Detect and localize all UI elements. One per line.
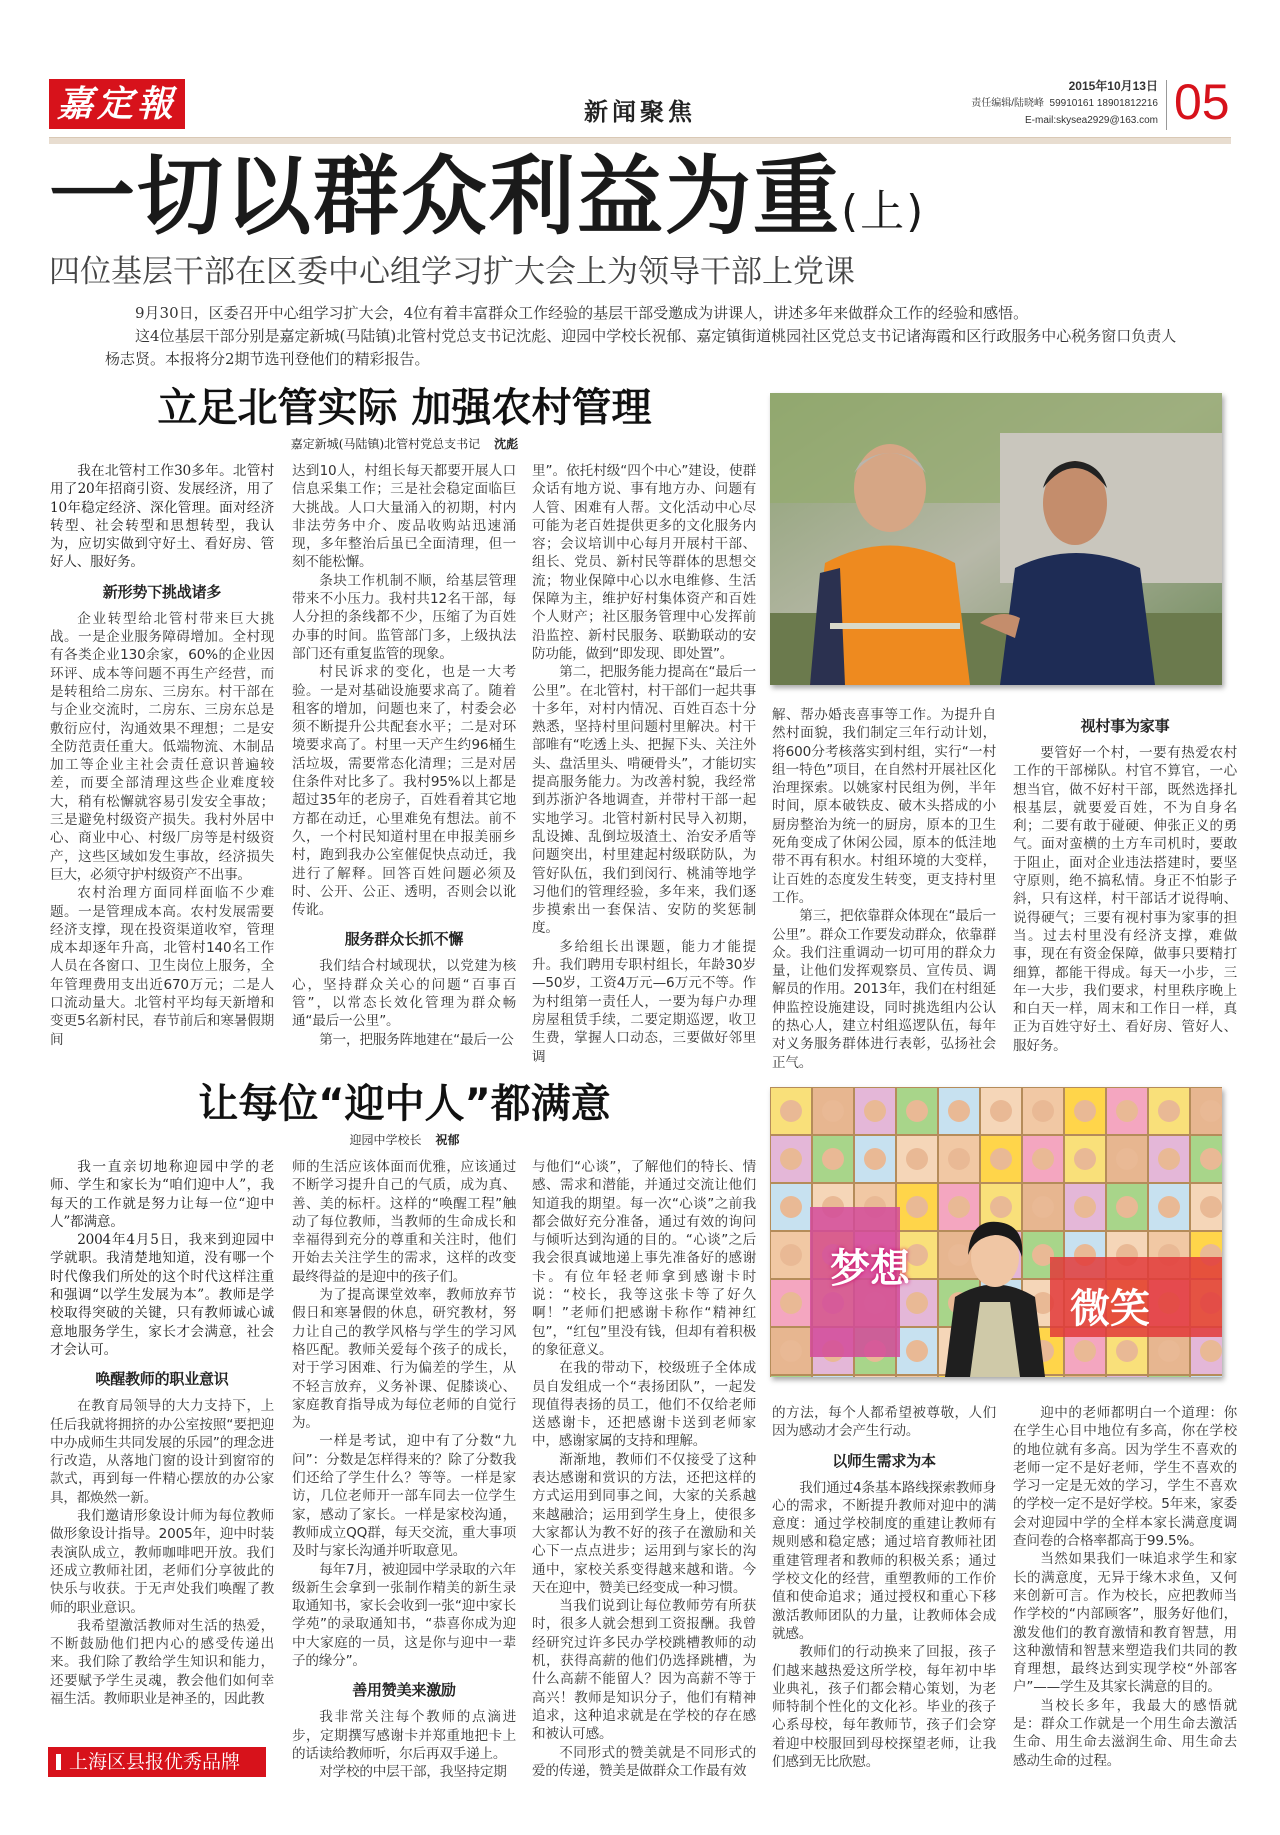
paragraph: 当然如果我们一味追求学生和家长的满意度，无异于缘木求鱼，又何来创新可言。作为校长，应把教师当作学校的“内部顾客”，服务好他们，激发他们的教育激情和教育智慧，用这种激情和智慧来塑造我们共同的教育理想，最终达到实现学校“外部客户”——学生及其家长满意的目的。 [1013, 1551, 1237, 1696]
child-face [1200, 1148, 1222, 1170]
editor: 责任编辑/陆晓峰 [971, 98, 1044, 109]
child-face [1158, 1340, 1180, 1362]
article-column [292, 1158, 516, 1782]
child-face [780, 1292, 802, 1314]
child-face [864, 1100, 886, 1122]
paragraph: 不同形式的赞美就是不同形式的爱的传递，赞美是做群众工作最有效 [532, 1744, 756, 1779]
child-face [1158, 1100, 1180, 1122]
banner-text: 上海区县报优秀品牌 [69, 1751, 241, 1773]
article-title: 立足北管实际 加强农村管理 [157, 385, 652, 431]
photo-caption-smile: 微笑 [1070, 1286, 1150, 1332]
child-face [1200, 1196, 1222, 1218]
child-face [1116, 1100, 1138, 1122]
section-heading: 以师生需求为本 [832, 1451, 936, 1470]
child-face [906, 1292, 928, 1314]
paragraph: 在教育局领导的大力支持下，上任后我就将拥挤的办公室按照“要把迎中办成师生共同发展的乐园”的理念进行改造，从落地门窗的设计到窗帘的款式，再到每一件精心摆放的办公家具，都焕然一新。 [50, 1398, 274, 1506]
paragraph: 里”。依托村级“四个中心”建设，使群众话有地方说、事有地方办、问题有人管、困难有人帮。文化活动中心尽可能为老百姓提供更多的文化服务内容；会议培训中心每月开展村干部、组长、党员、新村民等群体的思想交流；物业保障中心以水电维修、生活保障为主，维护好村集体资产和百姓个人财产；社区服务管理中心发挥前沿监控、新村民服务、联勤联动的安防功能，做到“即发现、即处置”。 [532, 463, 756, 662]
paragraph: 条块工作机制不顺，给基层管理带来不小压力。我村共12名干部，每人分担的条线都不少，压缩了为百姓办事的时间。监管部门多，上级执法部门还有重复监管的现象。 [292, 572, 516, 662]
headline-suffix: (上) [841, 186, 926, 237]
article-title: 让每位“迎中人”都满意 [198, 1081, 611, 1127]
paragraph: 第一，把服务阵地建在“最后一公 [319, 1031, 514, 1048]
paragraph: 的方法，每个人都希望被尊敬，人们因为感动才会产生行动。 [772, 1405, 996, 1440]
child-face [906, 1340, 928, 1362]
paragraph: 一样是考试，迎中有了分数“九问”：分数是怎样得来的？除了分数我们还给了学生什么？等等。一样是家访，几位老师开一部车同去一位学生家，感动了家长。一样是家校沟通，教师成立QQ群，每天交流，重大事项及时与家长沟通并听取意见。 [292, 1433, 516, 1560]
paragraph: 我在北管村工作30多年。北管村用了20年招商引资、发展经济，用了10年稳定经济、深化管理。面对经济转型、社会转型和思想转型，我认为，应切实做到守好土、看好房、管好人、服好务。 [50, 463, 274, 571]
paragraph: 渐渐地，教师们不仅接受了这种表达感谢和赏识的方法，还把这样的方式运用到同事之间，大家的关系越来越融洽；运用到学生身上，使很多大家都认为教不好的孩子在激励和关心下一点点进步；运用到与家长的沟通中，家校关系变得越来越和谐。今天在迎中，赞美已经变成一种习惯。 [532, 1451, 756, 1596]
portrait-tile [855, 1376, 895, 1377]
child-face [1032, 1196, 1054, 1218]
paragraph: 农村治理方面同样面临不少难题。一是管理成本高。农村发展需要经济支撑，现在投资渠道收窄，管理成本却逐年升高，北管村140名工作人员在各窗口、卫生岗位上服务，全年管理费用支出近670万元；二是人口流动量大。北管村平均每天新增和变更5名新村民，春节前后和寒暑假期间 [50, 885, 274, 1048]
paragraph: 对学校的中层干部，我坚持定期 [319, 1764, 507, 1781]
intro-line: 9月30日，区委召开中心组学习扩大会，4位有着丰富群众工作经验的基层干部受邀成为讲课人，讲述多年来做群众工作的经验和感悟。 [135, 304, 1029, 322]
main-headline [49, 147, 926, 257]
article-column [772, 706, 996, 1072]
child-face [1116, 1340, 1138, 1362]
article-byline [49, 1132, 760, 1148]
child-face [1032, 1148, 1054, 1170]
paragraph: 企业转型给北管村带来巨大挑战。一是企业服务障碍增加。全村现有各类企业130余家，60%的企业因环评、成本等问题不再生产经营，而是转租给二房东、三房东。村干部在与企业交流时，二房东、三房东总是敷衍应付，沟通效果不理想；二是安全防范责任重大。低端物流、木制品加工等企业主社会责任意识普遍较差，而要全部清理这些企业难度较大，稍有松懈就容易引发安全事故；三是避免村级资产损失。我村外居中心、商业中心、村级厂房等是村级资产，这些区域如发生事故，经济损失巨大，必须守护村级资产不出事。 [50, 610, 274, 883]
child-face [780, 1340, 802, 1362]
portrait-tile [897, 1376, 937, 1377]
portrait-tile [1065, 1376, 1105, 1377]
portrait-tile [1149, 1376, 1189, 1377]
paragraph: 达到10人，村组长每天都要开展人口信息采集工作；三是社会稳定面临巨大挑战。人口大量涌入的初期，村内非法劳务中介、废品收购站迅速涌现，多年整治后虽已全面清理，但一刻不能松懈。 [292, 463, 516, 571]
child-face [1116, 1148, 1138, 1170]
child-face [780, 1148, 802, 1170]
issue-date: 2015年10月13日 [1068, 79, 1158, 93]
child-face [1200, 1340, 1222, 1362]
byline-role: 嘉定新城(马陆镇)北管村党总支书记 [290, 437, 481, 451]
article-column [50, 462, 274, 1049]
byline-name: 祝郁 [435, 1133, 460, 1147]
divider [1166, 80, 1167, 130]
child-face [1074, 1148, 1096, 1170]
headline-text: 一切以群众利益为重 [49, 147, 841, 247]
child-face [990, 1100, 1012, 1122]
phones: 59910161 18901812216 [1049, 98, 1158, 109]
child-face [1200, 1100, 1222, 1122]
article-byline [49, 436, 760, 452]
child-face [948, 1196, 970, 1218]
child-face [822, 1148, 844, 1170]
intro-paragraph [105, 302, 1185, 371]
edition-info [971, 78, 1158, 129]
child-face [1074, 1196, 1096, 1218]
child-face [1158, 1148, 1180, 1170]
article-column [532, 1158, 756, 1780]
child-face [948, 1100, 970, 1122]
header-rule [49, 137, 1231, 144]
section-heading: 视村事为家事 [1080, 717, 1170, 735]
portrait-tile [1191, 1376, 1222, 1377]
photo-school-principal [770, 1087, 1222, 1377]
paragraph: 为了提高课堂效率，教师放弃节假日和寒暑假的休息，研究教材，努力让自己的教学风格与学生的学习风格匹配。教师关爱每个孩子的成长，对于学习困难、行为偏差的学生，从不轻言放弃，义务补课、促膝谈心、家庭教育指导成为每位老师的自觉行为。 [292, 1287, 516, 1432]
paragraph: 当校长多年，我最大的感悟就是：群众工作就是一个用生命去激活生命、用生命去滋润生命、用生命去感动生命的过程。 [1013, 1697, 1237, 1769]
paragraph: 当我们说到让每位教师劳有所获时，很多人就会想到工资报酬。我曾经研究过许多民办学校跳槽教师的动机，获得高薪的他们仍选择跳槽，为什么高薪不能留人？因为高薪不等于高兴！教师是知识分子，他们有精神追求，这种追求就是在学校的存在感和被认可感。 [532, 1598, 756, 1743]
intro-line: 这4位基层干部分别是嘉定新城(马陆镇)北管村党总支书记沈彪、迎园中学校长祝郁、嘉定镇街道桃园社区党总支书记诸海霞和区行政服务中心税务窗口负责人杨志贤。本报将分2期节选刊登他们的精彩报告。 [105, 327, 1177, 368]
subheadline: 四位基层干部在区委中心组学习扩大会上为领导干部上党课 [49, 254, 855, 290]
photo-image [770, 393, 1222, 685]
paragraph: 师的生活应该体面而优雅，应该通过不断学习提升自己的气质，成为真、善、美的标杆。这样的“唤醒工程”触动了每位教师，当教师的生命成长和幸福得到充分的尊重和关注时，他们开始去关注学生的需求，这样的改变最终得益的是迎中的孩子们。 [292, 1159, 516, 1285]
child-face [1074, 1340, 1096, 1362]
child-face [864, 1148, 886, 1170]
paragraph: 我一直亲切地称迎园中学的老师、学生和家长为“咱们迎中人”，我每天的工作就是努力让每一位“迎中人”都满意。 [50, 1159, 274, 1230]
paragraph: 与他们“心谈”，了解他们的特长、情感、需求和潜能，并通过交流让他们知道我的期望。每一次“心谈”之前我都会做好充分准备，通过有效的询问与倾听达到沟通的目的。“心谈”之后我会很真诚地递上事先准备好的感谢卡。有位年轻老师拿到感谢卡时说：“校长，我等这张卡等了好久啊！”老师们把感谢卡称作“精神红包”，“红包”里没有钱，但却有着积极的象征意义。 [532, 1159, 756, 1358]
article-column [1013, 1404, 1237, 1770]
paragraph: 第二，把服务能力提高在“最后一公里”。在北管村，村干部们一起共事十多年，对村内情况、百姓百态十分熟悉，坚持村里问题村里解决。村干部唯有“吃透上头、把握下头、关注外头、盘活里头、啃硬骨头”，才能切实提高服务能力。为改善村貌，我经常到苏浙沪各地调查，并带村干部一起实地学习。北管村新村民导入初期，乱设摊、乱倒垃圾渣土、治安矛盾等问题突出，村里建起村级联防队，为管好队伍，我们到闵行、桃浦等地学习他们的管理经验，多年来，我们逐步摸索出一套保洁、安防的奖惩制度。 [532, 664, 756, 937]
child-face [1158, 1196, 1180, 1218]
paragraph: 我非常关注每个教师的点滴进步，定期撰写感谢卡并郑重地把卡上的话读给教师听，尔后再双手递上。 [292, 1709, 516, 1762]
portrait-tile [1107, 1376, 1147, 1377]
child-face [822, 1100, 844, 1122]
paragraph: 我们通过4条基本路线探索教师身心的需求，不断提升教师对迎中的满意度：通过学校制度的重建让教师有规则感和稳定感；通过培育教师社团重建管理者和教师的积极关系；通过学校文化的经营，重塑教师的工作价值和使命追求；通过授权和重心下移激活教师团队的力量，让教师体会成就感。 [772, 1479, 996, 1642]
portrait-tile [813, 1376, 853, 1377]
paragraph: 第三，把依靠群众体现在“最后一公里”。群众工作要发动群众，依靠群众。我们注重调动一切可用的群众力量，让他们发挥观察员、宣传员、调解员的作用。2013年，我们在村组延伸监控设施建设，同时挑选组内公认的热心人，建立村组巡逻队伍，每年对义务服务群体进行表彰，弘扬社会正气。 [772, 908, 996, 1071]
paragraph: 我们邀请形象设计师为每位教师做形象设计指导。2005年，迎中时装表演队成立，教师咖啡吧开放。我们还成立教师社团，老师们分享彼此的快乐与收获。于无声处我们唤醒了教师的职业意识。 [50, 1508, 274, 1616]
email: E-mail:skysea2929@163.com [1025, 115, 1158, 126]
paragraph: 多给组长出课题，能力才能提升。我们聘用专职村组长，年龄30岁—50岁，工资4万元—6万元不等。作为村组第一责任人，一要为每户办理房屋租赁手续，二要定期巡逻，收卫生费，掌握人口动态，三要做好邻里调 [532, 938, 756, 1065]
paragraph: 解、帮办婚丧喜事等工作。为提升自然村面貌，我们制定三年行动计划，将600分考核落实到村组，实行“一村组一特色”项目，在自然村开展社区化治理探索。以姚家村民组为例，半年时间，原本破铁皮、破木头搭成的小厨房整治为统一的厨房，原本的卫生死角变成了休闲公园，原本的低洼地带不再有积水。村组环境的大变样，让百姓的态度发生转变，更支持村里工作。 [772, 707, 996, 906]
paragraph: 迎中的老师都明白一个道理：你在学生心目中地位有多高，你在学校的地位就有多高。因为学生不喜欢的老师一定不是好老师，学生不喜欢的学习一定是无效的学习，学生不喜欢的学校一定不是好学校。5年来，家委会对迎园中学的全样本家长满意度调查问卷的合格率都高于99.5%。 [1013, 1405, 1237, 1550]
child-face [906, 1196, 928, 1218]
byline-role: 迎园中学校长 [349, 1133, 422, 1147]
section-heading: 服务群众长抓不懈 [344, 930, 464, 949]
section-heading: 唤醒教师的职业意识 [95, 1370, 229, 1389]
paragraph: 在我的带动下，校级班子全体成员自发组成一个“表扬团队”，一起发现值得表扬的员工，他们不仅给老师送感谢卡，还把感谢卡送到老师家中，感谢家属的支持和理解。 [532, 1360, 756, 1450]
child-face [906, 1148, 928, 1170]
article-column [1013, 706, 1237, 1055]
editor-contact [971, 95, 1158, 112]
paragraph: 我希望激活教师对生活的热爱，不断鼓励他们把内心的感受传递出来。我们除了教给学生知识和能力，还要赋予学生灵魂，教会他们如何幸福生活。教师职业是神圣的，因此教 [50, 1617, 274, 1708]
section-heading: 新形势下挑战诸多 [102, 582, 222, 601]
child-face [780, 1100, 802, 1122]
newspaper-logo: 嘉定報 [49, 79, 185, 129]
child-face [780, 1244, 802, 1266]
paragraph: 2004年4月5日，我来到迎园中学就职。我清楚地知道，没有哪一个时代像我们所处的这个时代这样注重和强调“以学生发展为本”。教师是学校取得突破的关键，只有教师诚心诚意地服务学生，家长才会满意，社会才会认可。 [50, 1232, 274, 1358]
paragraph: 村民诉求的变化，也是一大考验。一是对基础设施要求高了。随着租客的增加，问题也来了，村委会必须不断提升公共配套水平；二是对环境要求高了。村里一天产生约96桶生活垃圾，需要常态化清理；三是对居住条件对比多了。我村95%以上都是超过35年的老房子，百姓看着其它地方都在动迁，心里难免有想法。前不久，一个村民知道村里在申报美丽乡村，跑到我办公室催促快点动迁，我进行了解释。回答百姓问题必须及时、公开、公正、透明，否则会以讹传讹。 [292, 664, 516, 919]
portrait-tile [771, 1376, 811, 1377]
child-face [1074, 1100, 1096, 1122]
byline-name: 沈彪 [494, 437, 519, 451]
footer-banner [48, 1747, 266, 1777]
photo-caption-dream: 梦想 [830, 1246, 910, 1292]
photo-village-secretary [770, 393, 1222, 685]
child-face [1116, 1196, 1138, 1218]
page-number: 05 [1174, 74, 1230, 130]
child-face [948, 1148, 970, 1170]
paragraph: 教师们的行动换来了回报，孩子们越来越热爱这所学校，每年初中毕业典礼，孩子们都会精心策划，为老师特制个性化的文化衫。毕业的孩子心系母校，每年教师节，孩子们会穿着迎中校服回到母校探望老师，让我们感到无比欣慰。 [772, 1644, 996, 1771]
child-face [1032, 1100, 1054, 1122]
section-heading: 善用赞美来激励 [352, 1681, 456, 1700]
paragraph: 我们结合村域现状，以党建为核心，坚持群众关心的问题“百事百管”，以常态长效化管理为群众畅通“最后一公里”。 [292, 958, 516, 1030]
paragraph: 要管好一个村，一要有热爱农村工作的干部梯队。村官不算官，一心想当官，做不好村干部，既然选择扎根基层，就要爱百姓，不为自身名利；二要有敢于碰硬、伸张正义的勇气。面对蛮横的土方车司机时，要敢于阻止，面对企业违法搭建时，要坚守原则，绝不搞私情。身正不怕影子斜，只有这样，村干部话才说得响、说得硬气；三要有视村事为家事的担当。过去村里没有经济支撑，难做事，现在有资金保障，做事只要精打细算，都能干得成。每天一小步，三年一大步，我们要求，村里秩序晚上和白天一样，周末和工作日一样，真正为百姓守好土、看好房、管好人、服好务。 [1013, 745, 1237, 1054]
photo-image [770, 1087, 1222, 1377]
child-face [948, 1244, 970, 1266]
article-column [772, 1404, 996, 1771]
banner-bar-icon [56, 1754, 61, 1770]
child-face [990, 1196, 1012, 1218]
child-face [906, 1100, 928, 1122]
child-face [990, 1148, 1012, 1170]
article-column [292, 462, 516, 1049]
child-face [780, 1196, 802, 1218]
paragraph: 每年7月，被迎园中学录取的六年级新生会拿到一张制作精美的新生录取通知书，家长会收到一张“迎中家长学苑”的录取通知书，“恭喜你成为迎中大家庭的一员，这是你与迎中一辈子的缘分”。 [292, 1561, 516, 1670]
section-title: 新闻聚焦 [584, 98, 696, 126]
article-column [50, 1158, 274, 1708]
article-column [532, 462, 756, 1066]
